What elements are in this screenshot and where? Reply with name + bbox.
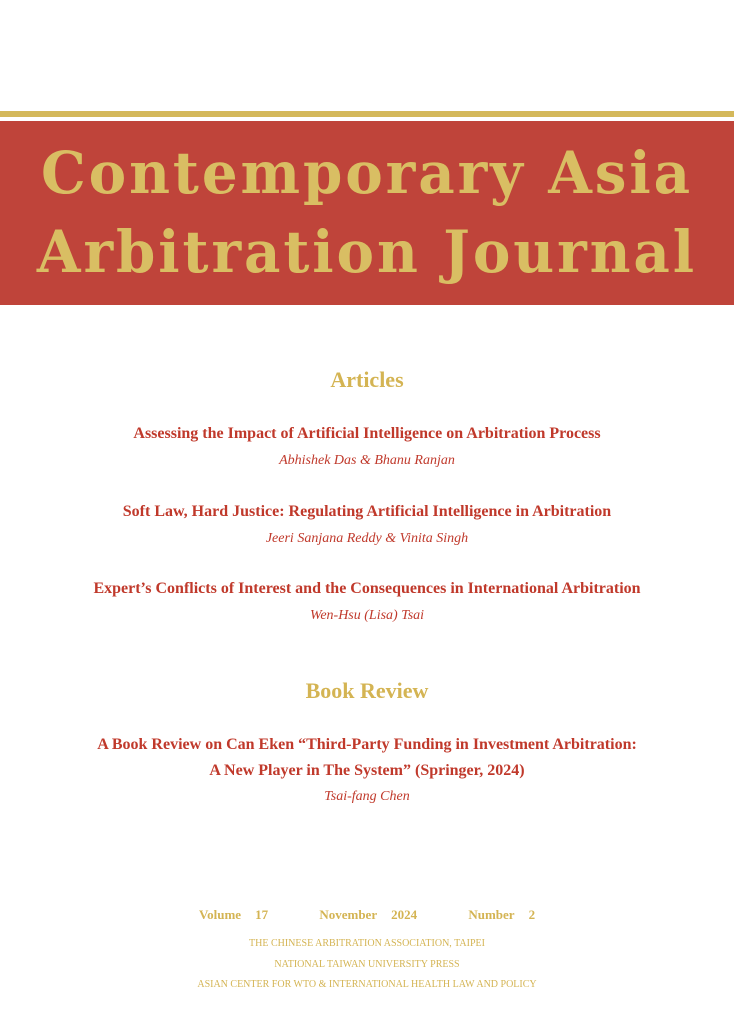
publisher-1: THE CHINESE ARBITRATION ASSOCIATION, TAIPEI <box>249 938 485 949</box>
article-authors-3: Wen-Hsu (Lisa) Tsai <box>309 608 425 623</box>
issue-info <box>0 908 734 921</box>
number-label: Number <box>468 907 515 922</box>
article-authors-2: Jeeri Sanjana Reddy & Vinita Singh <box>265 531 469 546</box>
number-value: 2 <box>528 907 536 922</box>
book-review-authors: Tsai-fang Chen <box>324 789 410 804</box>
articles-heading: Articles <box>330 367 404 392</box>
journal-title-line1: Contemporary Asia <box>40 139 694 207</box>
publisher-3: ASIAN CENTER FOR WTO & INTERNATIONAL HEALTH LAW AND POLICY <box>197 979 537 990</box>
book-review-title-line1: A Book Review on Can Eken “Third-Party Funding in Investment Arbitration: <box>97 736 637 753</box>
article-authors-1: Abhishek Das & Bhanu Ranjan <box>279 453 455 468</box>
journal-title-line2: Arbitration Journal <box>36 218 698 286</box>
issue-number <box>468 908 535 921</box>
top-gold-rule <box>0 111 734 117</box>
issue-volume <box>199 908 268 921</box>
issue-year: 2024 <box>391 907 418 922</box>
book-review-heading: Book Review <box>305 678 429 703</box>
book-review-title-line2: A New Player in The System” (Springer, 2024) <box>209 762 525 779</box>
article-title-1: Assessing the Impact of Artificial Intelligence on Arbitration Process <box>133 425 601 442</box>
volume-label: Volume <box>198 907 242 922</box>
issue-month: November <box>319 907 378 922</box>
issue-date <box>319 908 417 921</box>
article-title-2: Soft Law, Hard Justice: Regulating Artificial Intelligence in Arbitration <box>122 503 612 520</box>
article-title-3: Expert’s Conflicts of Interest and the Consequences in International Arbitration <box>93 580 641 597</box>
publisher-2: NATIONAL TAIWAN UNIVERSITY PRESS <box>274 959 460 970</box>
volume-value: 17 <box>255 907 269 922</box>
